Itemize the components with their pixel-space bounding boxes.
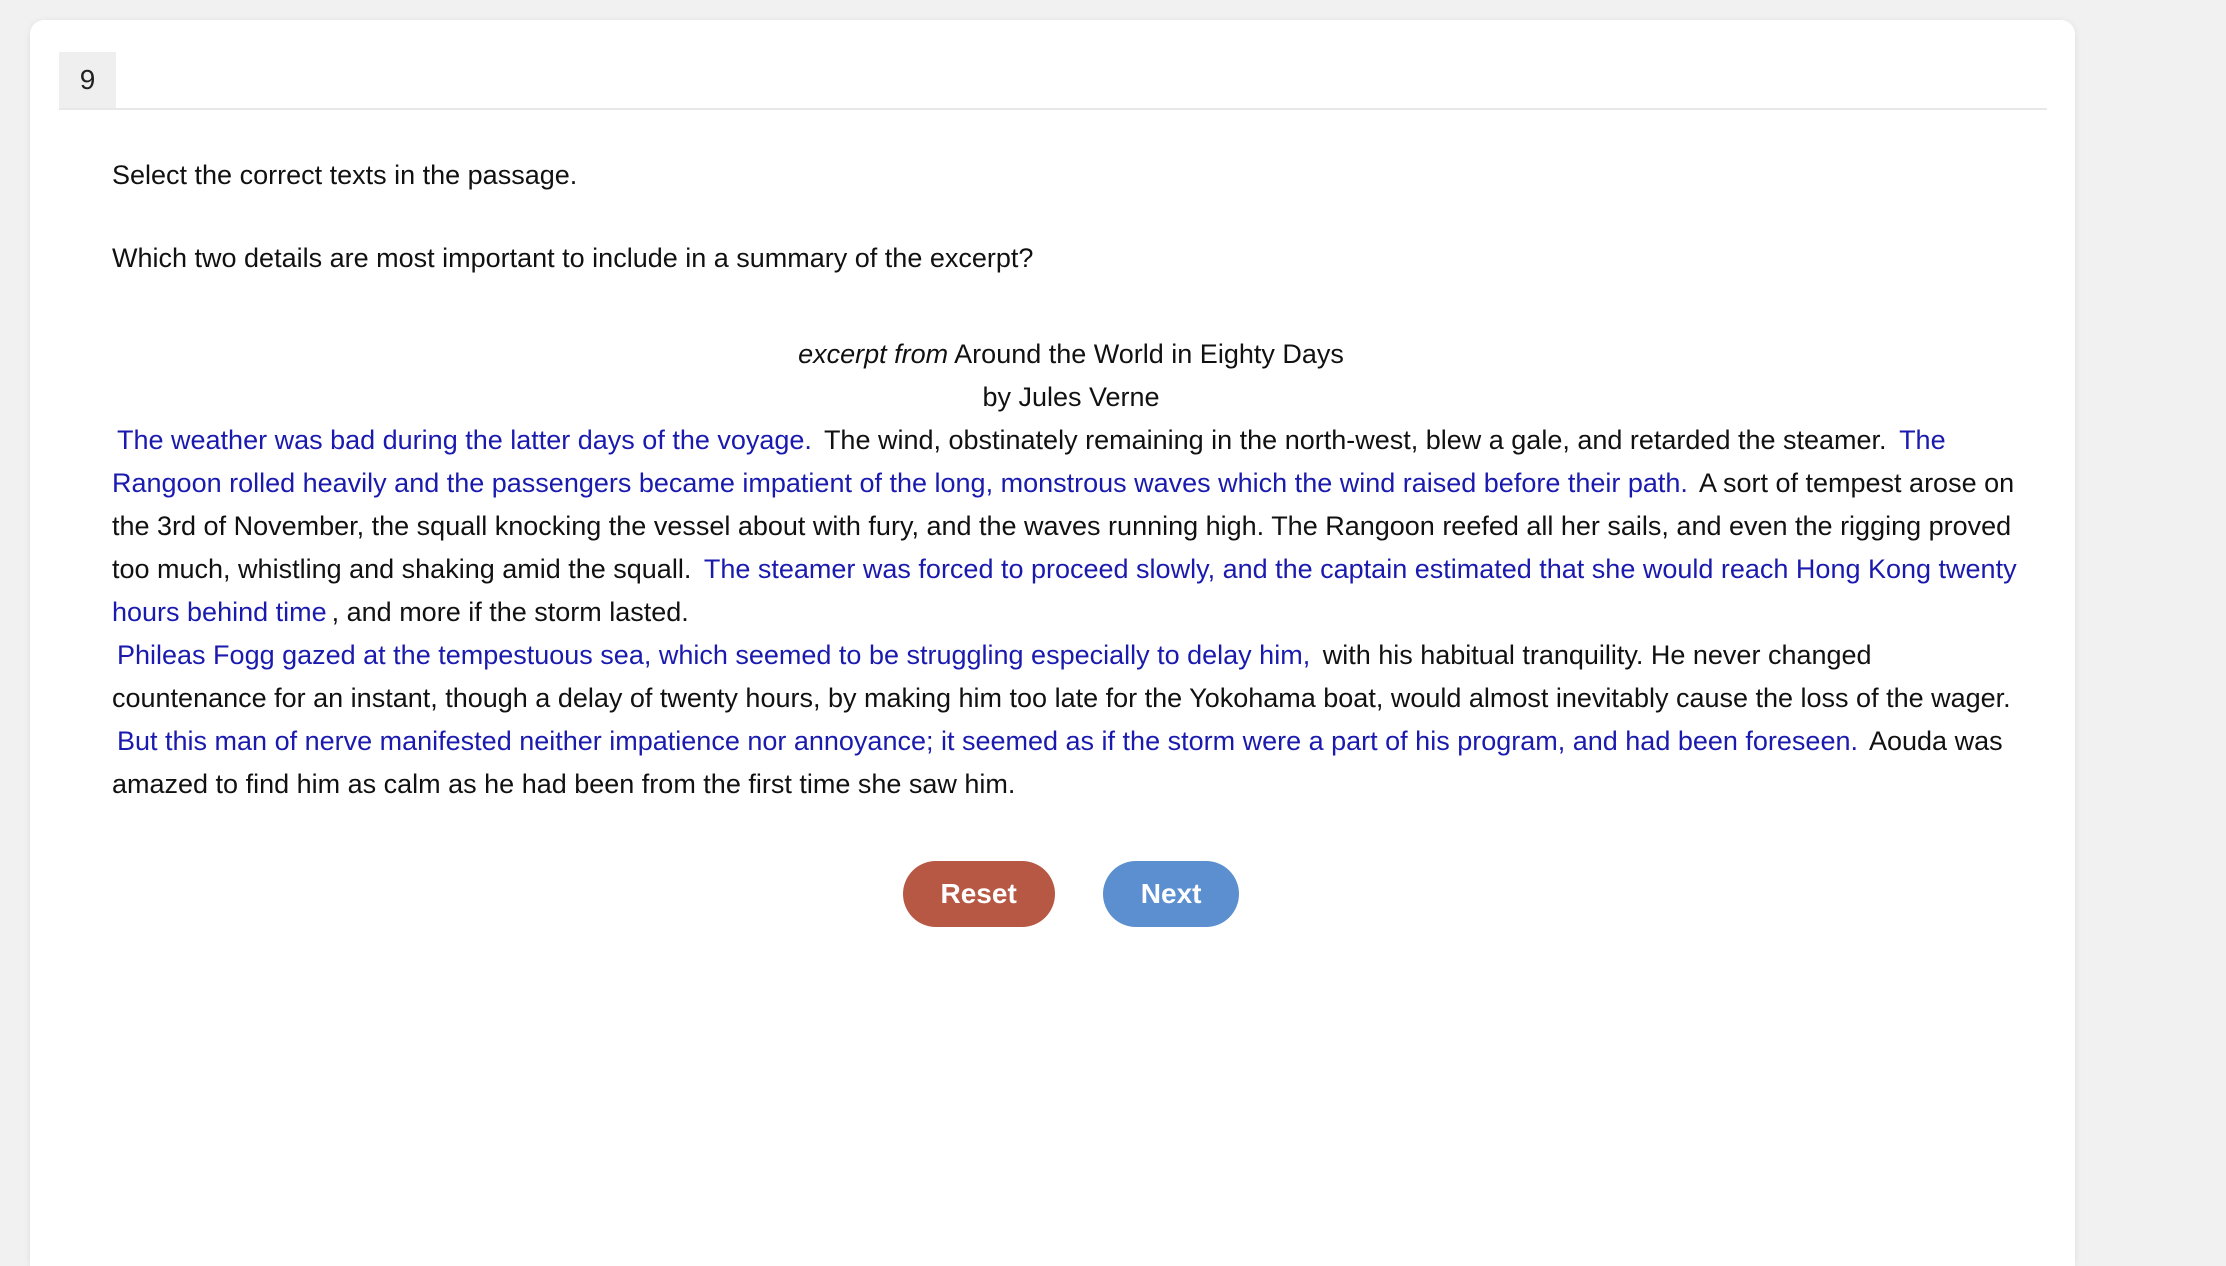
selectable-text-option[interactable]: The Rangoon rolled heavily and the passengers became impatient of the long, monstrous waves which the wind raised before their path. xyxy=(112,425,1946,498)
instruction-text: Select the correct texts in the passage. xyxy=(112,160,578,190)
button-row xyxy=(112,861,2030,927)
next-button[interactable]: Next xyxy=(1103,861,1240,927)
passage-paragraph xyxy=(112,634,2030,806)
selectable-text-option[interactable]: The weather was bad during the latter days of the voyage. xyxy=(117,425,812,455)
passage-static-text: , and more if the storm lasted. xyxy=(331,597,689,627)
passage-title xyxy=(112,333,2030,376)
reset-button[interactable]: Reset xyxy=(903,861,1055,927)
passage-paragraph xyxy=(112,419,2030,634)
question-card xyxy=(30,20,2075,1266)
selectable-text-option[interactable]: The steamer was forced to proceed slowly, and the captain estimated that she would reach Hong Kong twenty hours behind time xyxy=(112,554,2017,627)
selectable-text-option[interactable]: Phileas Fogg gazed at the tempestuous sea, which seemed to be struggling especially to delay him, xyxy=(117,640,1311,670)
question-header xyxy=(59,52,2047,110)
question-number: 9 xyxy=(79,64,96,95)
question-content xyxy=(30,110,2075,927)
passage-body xyxy=(112,419,2030,806)
question-number-tab xyxy=(59,52,116,108)
passage-title-prefix: excerpt from xyxy=(798,339,949,369)
passage-title-main: Around the World in Eighty Days xyxy=(954,339,1344,369)
question-text: Which two details are most important to include in a summary of the excerpt? xyxy=(112,243,1034,273)
passage-byline: by Jules Verne xyxy=(982,382,1160,412)
passage xyxy=(112,333,2030,806)
selectable-text-option[interactable]: But this man of nerve manifested neither impatience nor annoyance; it seemed as if the storm were a part of his program, and had been foreseen. xyxy=(117,726,1858,756)
passage-static-text: Aouda was amazed to find him as calm as he had been from the first time she saw him. xyxy=(112,726,2003,799)
passage-static-text: with his habitual tranquility. He never changed countenance for an instant, though a delay of twenty hours, by making him too late for the Yokohama boat, would almost inevitably cause the loss of the wager. xyxy=(112,640,2011,713)
passage-static-text: The wind, obstinately remaining in the north-west, blew a gale, and retarded the steamer. xyxy=(823,425,1887,455)
passage-static-text: A sort of tempest arose on the 3rd of November, the squall knocking the vessel about with fury, and the waves running high. The Rangoon reefed all her sails, and even the rigging proved too much, whistling and shaking amid the squall. xyxy=(112,468,2015,584)
